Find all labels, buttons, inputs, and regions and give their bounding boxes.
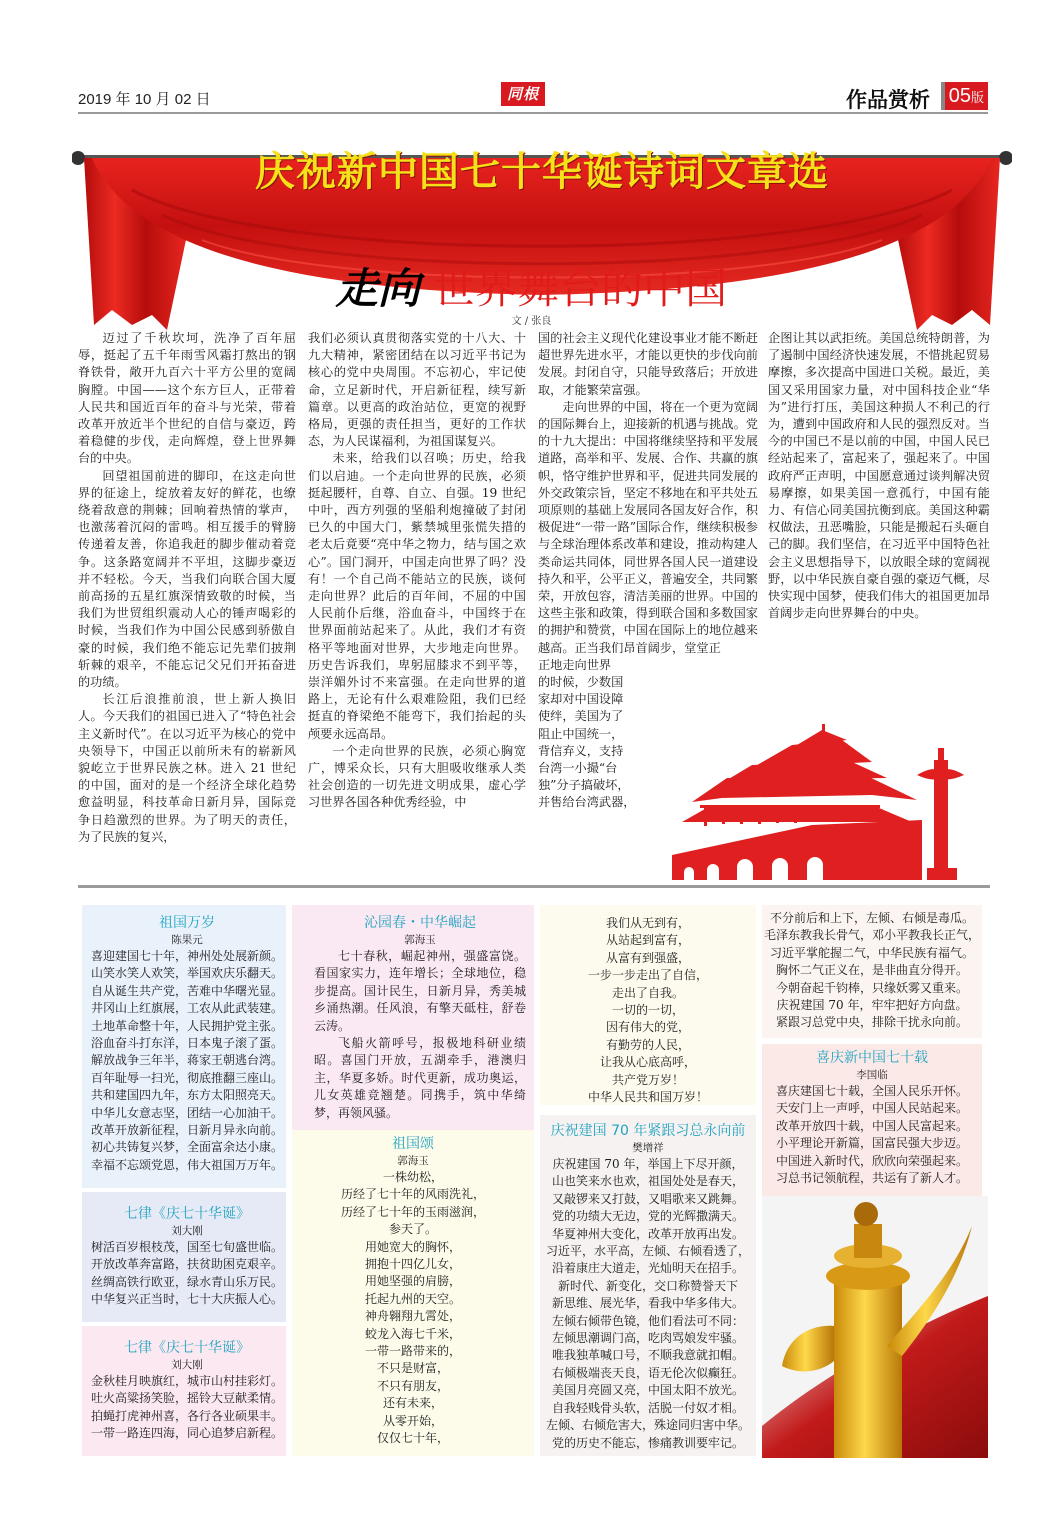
article-byline: 文 / 张良 <box>511 316 552 327</box>
poem-line: 新时代、新变化，交口称赞誉天下 <box>557 1278 738 1293</box>
page-header <box>78 86 988 114</box>
poem-line: 托起九州的天空。 <box>364 1291 461 1306</box>
poem-line: 从站起到富有， <box>605 933 690 948</box>
poem-title: 庆祝建国 70 年紧跟习总永向前 <box>550 1123 746 1139</box>
poem-zuguo-song-continued <box>540 905 756 1105</box>
poem-line: 一步一步走出了自信， <box>587 968 708 983</box>
section-divider <box>78 885 990 888</box>
poem-line: 土地革命整十年，人民拥护党主张。 <box>90 1018 283 1033</box>
poem-line: 党的历史不能忘，惨痛教训要牢记。 <box>551 1435 744 1450</box>
poem-author: 郭海玉 <box>404 934 436 946</box>
poem-line: 开放改革奔富路，扶贫助困克艰辛。 <box>90 1257 283 1272</box>
poem-line: 树活百岁根枝茂，国至七旬盛世临。 <box>90 1240 283 1254</box>
poem-title: 祖国万岁 <box>159 915 215 931</box>
poem-line: 改革开放新征程，日新月异永向前。 <box>90 1123 283 1138</box>
poem-line: 习总书记领航程，共运有了新人才。 <box>775 1171 968 1186</box>
poem-author: 郭海玉 <box>397 1155 429 1167</box>
poem-zuguo-song <box>292 1130 534 1456</box>
text-line: 阻止中国统一， <box>538 726 624 741</box>
section-name: 作品赏析 <box>846 89 930 112</box>
text-line: 正地走向世界 <box>538 657 612 672</box>
poem-line: 解放战争三年半，蒋家王朝逃台湾。 <box>90 1053 283 1068</box>
article-title <box>0 256 1063 316</box>
poem-line: 因有伟大的党， <box>605 1020 690 1035</box>
poem-line: 不只有朋友， <box>376 1378 449 1393</box>
poem-line: 从富有到强盛， <box>605 950 690 965</box>
poem-line: 拥抱十四亿儿女， <box>364 1257 461 1272</box>
poem-line: 共和建国四九年，东方太阳照亮天。 <box>90 1088 283 1103</box>
poem-line: 一带一路连四海，同心追梦启新程。 <box>90 1426 283 1441</box>
paragraph: 国的社会主义现代化建设事业才能不断赶超世界先进水平，才能以更快的步伐向前发展。封闭自守，只能导致落后；开放进取，才能繁荣富强。 <box>538 331 758 397</box>
poem-line: 金秋桂月映旗红，城市山村挂彩灯。 <box>90 1374 283 1388</box>
banner-title: 庆祝新中国七十华诞诗词文章选 <box>255 149 829 195</box>
poem-line: 山也笑来水也欢，祖国处处是春天， <box>551 1174 744 1189</box>
poem-qilv-1 <box>82 1192 286 1322</box>
poem-title: 七律《庆七十华诞》 <box>124 1340 250 1356</box>
article-column-4 <box>768 330 990 622</box>
poem-author: 刘大刚 <box>171 1225 203 1237</box>
article-column-1 <box>78 330 296 846</box>
poem-line: 习近平，水平高，左倾、右倾看透了， <box>545 1244 750 1259</box>
poem-line: 一株幼松， <box>382 1170 443 1184</box>
text-line: 的时候，少数国 <box>538 675 624 690</box>
poem-line: 右倾极端丧天良，语无伦次似癫狂。 <box>551 1365 744 1380</box>
poem-line: 参天了。 <box>388 1222 437 1237</box>
text-line: 并售给台湾武器， <box>538 795 636 810</box>
poem-line: 美国月亮圆又亮，中国太阳不放光。 <box>551 1383 744 1398</box>
poem-line: 共产党万岁！ <box>611 1072 684 1087</box>
poem-line: 山笑水笑人欢笑，举国欢庆乐翻天。 <box>90 966 283 981</box>
poem-line: 丝绸高铁行欧亚，绿水青山乐万民。 <box>90 1274 283 1289</box>
poem-line: 庆祝建国 70 年，牢牢把好方向盘。 <box>776 998 968 1013</box>
poem-line: 庆祝建国 70 年，举国上下尽开颜， <box>552 1157 744 1171</box>
paragraph: 迈过了千秋坎坷，洗净了百年屈辱，挺起了五千年雨雪风霜打熬出的钢脊铁骨，敞开九百六十平方公里的宽阔胸膛。中国——这个东方巨人，正带着人民共和国近百年的奋斗与光荣，带着改革开放近半个世纪的自信与豪迈，跨着稳健的步伐，走向辉煌，登上世界舞台的中央。 <box>78 331 296 466</box>
poem-line: 自从诞生共产党，苦难中华曙光显。 <box>90 983 283 998</box>
paragraph: 未来，给我们以召唤；历史，给我们以启迪。一个走向世界的民族，必须挺起腰杆，自尊、自立、自强。19 世纪中叶，西方列强的坚船利炮撞破了封闭已久的中国大门，紫禁城里张慌失措的老太后竟要“亮中华之物力，结与国之欢心”。国门洞开，中国走向世界了吗？没有！一个自己尚不能站立的民族，谈何走向世界？此后的百年间，不屈的中国人民前仆后继，浴血奋斗，中国终于在世界面前站起来了。从此，我们才有资格平等地面对世界，大步地走向世界。历史告诉我们，卑躬屈膝求不到平等，崇洋媚外讨不来富强。在走向世界的道路上，无论有什么艰难险阻，我们已经挺直的脊梁绝不能弯下，我们抬起的头颅要永远高昂。 <box>308 451 526 741</box>
narrow-text-block <box>538 657 636 812</box>
poem-line: 还有未来， <box>382 1396 443 1411</box>
poem-paragraph: 七十春秋，崛起神州，强盛富饶。看国家实力，连年增长；全球地位，稳步提高。国计民生，日新月异，秀美城乡涌热潮。任风浪，有擎天砥柱，舒卷云涛。 <box>314 949 526 1033</box>
poem-line: 左倾思潮调门高，吃肉骂娘发牢骚。 <box>551 1331 744 1346</box>
poem-line: 新思维、展光华，看我中华多伟大。 <box>551 1296 744 1311</box>
poem-line: 又敲锣来又打鼓，又唱歌来又跳舞。 <box>551 1191 744 1206</box>
poem-line: 神舟翱翔九霄处， <box>364 1309 461 1324</box>
poem-line: 改革开放四十载，中国人民富起来。 <box>775 1118 968 1133</box>
page-number: 05 <box>948 85 971 107</box>
poem-line: 中华人民共和国万岁！ <box>587 1090 708 1105</box>
poem-line: 小平理论开新篇，国富民强大步迈。 <box>775 1136 968 1151</box>
paragraph: 一个走向世界的民族，必须心胸宽广，博采众长，只有大胆吸收继承人类社会创造的一切先进文明成果，虚心学习世界各国各种优秀经验，中 <box>308 743 526 810</box>
huabiao-pillar-icon <box>762 1196 988 1458</box>
poem-line: 让我从心底高呼， <box>599 1055 696 1070</box>
poem-line: 一切的一切， <box>611 1003 684 1018</box>
poem-line: 不只是财富， <box>376 1361 449 1376</box>
poem-line: 初心共铸复兴梦，全面富余达小康。 <box>90 1140 283 1155</box>
poem-line: 喜迎建国七十年，神州处处展新颜。 <box>90 949 283 963</box>
text-line: 独”分子搞破坏， <box>538 778 630 793</box>
poem-line: 拍蝇打虎神州喜，各行各业硕果丰。 <box>90 1408 283 1423</box>
poem-line: 有勤劳的人民， <box>605 1037 690 1052</box>
poem-line: 我们从无到有， <box>605 916 690 930</box>
text-line: 台湾一小撮“台 <box>538 761 618 776</box>
poem-title: 祖国颂 <box>392 1136 434 1152</box>
poem-line: 唯我独革喊口号，不顺我意就扣帽。 <box>551 1348 744 1363</box>
page-suffix: 版 <box>970 90 984 105</box>
article-column-2 <box>308 330 526 812</box>
poem-line: 华夏神州大变化，改革开放再出发。 <box>551 1226 744 1241</box>
text-line: 家却对中国设障 <box>538 692 624 707</box>
poem-line: 中华复兴正当时，七十大庆振人心。 <box>90 1292 283 1307</box>
poem-line: 左倾右倾带色镜，他们看法可不同： <box>551 1313 744 1328</box>
poem-line: 一带一路带来的， <box>364 1344 461 1359</box>
poem-title: 七律《庆七十华诞》 <box>124 1206 250 1222</box>
poem-line: 从零开始， <box>382 1413 443 1428</box>
poem-title: 喜庆新中国七十载 <box>816 1050 928 1066</box>
poem-author: 樊增祥 <box>632 1142 664 1154</box>
article-title-part2: 世界舞台的中国 <box>433 264 728 313</box>
poem-author: 刘大刚 <box>171 1359 203 1371</box>
poem-line: 幸福不忘颂党恩，伟大祖国万万年。 <box>90 1157 283 1172</box>
poem-author: 李国临 <box>856 1069 888 1081</box>
poem-qilv-2 <box>82 1326 286 1456</box>
poem-qinyuanchun <box>292 905 534 1130</box>
poem-line: 百年耻辱一扫光，彻底推翻三座山。 <box>90 1070 283 1085</box>
poem-line: 仅仅七十年， <box>376 1431 449 1446</box>
poem-line: 中国进入新时代，欣欣向荣强起来。 <box>775 1153 968 1168</box>
poem-line: 天安门上一声呼，中国人民站起来。 <box>775 1101 968 1116</box>
poem-line: 沿着康庄大道走，光灿明天在招手。 <box>551 1261 744 1276</box>
poem-line: 蛟龙入海七千米， <box>364 1326 461 1341</box>
poem-line: 中华儿女意志坚，团结一心加油干。 <box>90 1105 283 1120</box>
poem-line: 井冈山上红旗展，工农从此武装建。 <box>90 1001 283 1016</box>
poem-title: 沁园春・中华崛起 <box>364 915 476 931</box>
poem-line: 毛泽东教我长骨气，邓小平教我长正气， <box>763 928 980 943</box>
poem-line: 党的功绩大无边，党的光辉撒满天。 <box>551 1209 744 1224</box>
paragraph: 我们必须认真贯彻落实党的十八大、十九大精神，紧密团结在以习近平书记为核心的党中央周围。不忘初心，牢记使命，立足新时代，开启新征程，续写新篇章。以更高的政治站位，更宽的视野格局，更强的责任担当，更好的工作状态，为人民谋福利，为祖国谋复兴。 <box>308 331 526 449</box>
poem-line: 不分前后和上下，左倾、右倾是毒瓜。 <box>769 911 974 925</box>
paragraph: 回望祖国前进的脚印，在这走向世界的征途上，绽放着友好的鲜花，也缭绕着敌意的荆棘；回响着热情的掌声，也激荡着沉闷的雷鸣。相互援手的臂膀传递着友善，你追我赶的脚步催动着竞争。这条路宽阔并不平坦，这脚步豪迈并不轻松。今天，当我们向联合国大厦前高扬的五星红旗深情致敬的时候，当我们为世贸组织震动人心的锤声喝彩的时候，当我们作为中国公民感到骄傲自豪的时候，我们绝不能忘记先辈们披荆斩棘的艰辛，不能忘记父兄们开拓奋进的功绩。 <box>78 468 296 690</box>
text-line: 使绊，美国为了 <box>538 709 624 724</box>
poem-xiqing <box>762 1044 982 1196</box>
poem-author: 陈果元 <box>171 934 203 946</box>
paragraph: 企图让其以武拒统。美国总统特朗普，为了遏制中国经济快速发展，不惜挑起贸易摩擦，多次提高中国进口关税。最近，美国又采用国家力量，对中国科技企业“华为”进行打压，美国这种损人不利己的行为，遭到中国政府和人民的强烈反对。当今的中国已不是以前的中国，中国人民已经站起来了，富起来了，强起来了。中国政府严正声明，中国愿意通过谈判解决贸易摩擦，如果美国一意孤行，中国有能力、有信心同美国抗衡到底。美国这种霸权做法，丑恶嘴脸，只能是搬起石头砸自己的脚。我们坚信，在习近平中国特色社会主义思想指导下，以放眼全球的宽阔视野，以中华民族自豪自强的豪迈气概，尽快实现中国梦，使我们伟大的祖国更加昂首阔步走向世界舞台的中央。 <box>768 331 990 621</box>
text-line: 背信弃义，支持 <box>538 743 624 758</box>
poem-jingen-xi-continued <box>762 905 982 1038</box>
poem-line: 习近平掌舵握二气，中华民族有福气。 <box>769 945 974 960</box>
paragraph: 走向世界的中国，将在一个更为宽阔的国际舞台上，迎接新的机遇与挑战。党的十九大提出：中国将继续坚持和平发展道路，高举和平、发展、合作、共赢的旗帜，恪守维护世界和平，促进共同发展的外交政策宗旨，坚定不移地在和平共处五项原则的基础上发展同各国友好合作，积极促进“一带一路”国际合作，继续积极参与全球治理体系改革和建设，推动构建人类命运共同体，同世界各国人民一道建设持久和平，公平正义，普遍安全，共同繁荣，开放包容，清洁美丽的世界。中国的这些主张和政策，得到联合国和多数国家的拥护和赞赏，中国在国际上的地位越来越高。正当我们昂首阔步，堂堂正 <box>538 399 758 655</box>
poem-line: 走出了自我。 <box>611 985 684 1000</box>
poem-jingen-xi <box>540 1115 756 1456</box>
poem-line: 左倾、右倾危害大，殊途同归害中华。 <box>545 1418 750 1433</box>
poem-line: 自我轻贱骨头软，活脱一付奴才相。 <box>551 1400 744 1415</box>
poem-zuguo-wansui <box>82 905 286 1188</box>
newspaper-logo: 同根 <box>501 82 545 106</box>
poem-line: 吐火高粱扬笑脸，摇铃大豆献柔情。 <box>90 1391 283 1406</box>
tiananmen-gate-icon <box>672 710 982 880</box>
poem-line: 用她坚强的肩膀， <box>364 1274 461 1289</box>
poem-line: 喜庆建国七十载，全国人民乐开怀。 <box>775 1084 968 1098</box>
paragraph: 长江后浪推前浪，世上新人换旧人。今天我们的祖国已进入了“特色社会主义新时代”。在以习近平为核心的党中央领导下，中国正以前所未有的崭新风貌屹立于世界民族之林。进入 21 世纪的中国，面对的是一个经济全球化趋势愈益明显，科技革命日新月异，国际竞争日趋激烈的世界。为了明天的责任，为了民族的复兴， <box>78 692 296 844</box>
poem-line: 今朝奋起千钧棒，只缘妖雾又重来。 <box>775 980 968 995</box>
poem-line: 紧跟习总党中央，排除干扰永向前。 <box>775 1015 968 1030</box>
page-number-badge <box>941 82 988 110</box>
poem-paragraph: 飞船火箭呼号，报极地科研业绩昭。喜国门开放，五湖牵手，港澳归主，华夏多娇。时代更新，成功奥运，儿女英雄竞翘楚。同携手，筑中华绮梦，再领风骚。 <box>314 1036 526 1120</box>
issue-date: 2019 年 10 月 02 日 <box>78 91 211 108</box>
poem-line: 用她宽大的胸怀， <box>364 1239 461 1254</box>
poem-line: 胸怀二气正义在，是非曲直分得开。 <box>775 963 968 978</box>
poem-line: 浴血奋斗打东洋，日本鬼子滚了蛋。 <box>90 1036 283 1051</box>
poem-line: 历经了七十年的玉雨滋润， <box>340 1204 485 1219</box>
article-title-part1: 走向 <box>335 264 420 313</box>
poem-line: 历经了七十年的风雨洗礼， <box>340 1187 485 1202</box>
